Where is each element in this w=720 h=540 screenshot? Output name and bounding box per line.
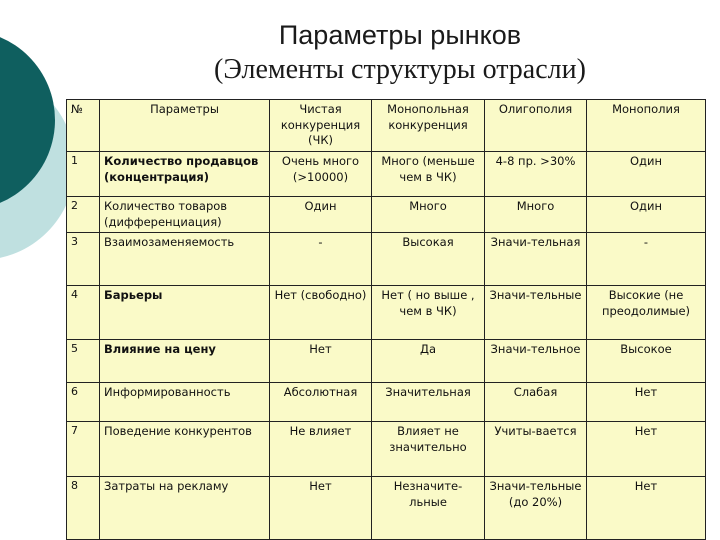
table-row <box>67 286 706 340</box>
header-pure-competition: Чистая конкуренция (ЧК) <box>270 100 372 152</box>
cell-oligopoly: Слабая <box>485 383 587 422</box>
cell-monopolistic: Нет ( но выше , чем в ЧК) <box>372 286 485 340</box>
cell-pure: Не влияет <box>270 422 372 477</box>
cell-pure: Нет <box>270 477 372 540</box>
cell-pure: Нет <box>270 340 372 383</box>
table-row <box>67 422 706 477</box>
header-oligopoly: Олигополия <box>485 100 587 152</box>
market-parameters-table <box>66 99 706 540</box>
cell-pure: - <box>270 233 372 286</box>
table-row <box>67 383 706 422</box>
header-monopolistic-competition: Монопольная конкуренция <box>372 100 485 152</box>
cell-monopoly: - <box>587 233 706 286</box>
row-num: 1 <box>67 152 100 197</box>
cell-monopolistic: Незначите-льные <box>372 477 485 540</box>
cell-oligopoly: 4-8 пр. >30% <box>485 152 587 197</box>
row-param: Влияние на цену <box>100 340 270 383</box>
row-num: 7 <box>67 422 100 477</box>
table-row <box>67 152 706 197</box>
cell-pure: Нет (свободно) <box>270 286 372 340</box>
cell-pure: Абсолютная <box>270 383 372 422</box>
row-param: Количество товаров (дифференциация) <box>100 197 270 233</box>
row-num: 3 <box>67 233 100 286</box>
cell-monopolistic: Много (меньше чем в ЧК) <box>372 152 485 197</box>
cell-oligopoly: Учиты-вается <box>485 422 587 477</box>
cell-pure: Очень много (>10000) <box>270 152 372 197</box>
header-num: № <box>67 100 100 152</box>
page-subtitle: (Элементы структуры отрасли) <box>214 54 586 85</box>
cell-monopolistic: Высокая <box>372 233 485 286</box>
cell-oligopoly: Значи-тельная <box>485 233 587 286</box>
header-params: Параметры <box>100 100 270 152</box>
row-num: 6 <box>67 383 100 422</box>
table-row <box>67 233 706 286</box>
cell-monopolistic: Влияет не значительно <box>372 422 485 477</box>
page-title: Параметры рынков <box>278 20 522 50</box>
table-row <box>67 340 706 383</box>
cell-pure: Один <box>270 197 372 233</box>
row-param: Барьеры <box>100 286 270 340</box>
cell-monopolistic: Значительная <box>372 383 485 422</box>
row-param: Поведение конкурентов <box>100 422 270 477</box>
header-monopoly: Монополия <box>587 100 706 152</box>
table-row <box>67 477 706 540</box>
row-param: Взаимозаменяемость <box>100 233 270 286</box>
row-param: Количество продавцов (концентрация) <box>100 152 270 197</box>
cell-monopolistic: Много <box>372 197 485 233</box>
cell-monopoly: Один <box>587 197 706 233</box>
cell-oligopoly: Значи-тельные (до 20%) <box>485 477 587 540</box>
cell-monopolistic: Да <box>372 340 485 383</box>
cell-monopoly: Нет <box>587 477 706 540</box>
cell-monopoly: Высокие (не преодолимые) <box>587 286 706 340</box>
cell-oligopoly: Много <box>485 197 587 233</box>
cell-oligopoly: Значи-тельное <box>485 340 587 383</box>
cell-monopoly: Нет <box>587 422 706 477</box>
row-param: Затраты на рекламу <box>100 477 270 540</box>
cell-monopoly: Высокое <box>587 340 706 383</box>
row-num: 4 <box>67 286 100 340</box>
row-param: Информированность <box>100 383 270 422</box>
row-num: 2 <box>67 197 100 233</box>
row-num: 8 <box>67 477 100 540</box>
row-num: 5 <box>67 340 100 383</box>
cell-oligopoly: Значи-тельные <box>485 286 587 340</box>
cell-monopoly: Нет <box>587 383 706 422</box>
table-header-row <box>67 100 706 152</box>
table-row <box>67 197 706 233</box>
cell-monopoly: Один <box>587 152 706 197</box>
